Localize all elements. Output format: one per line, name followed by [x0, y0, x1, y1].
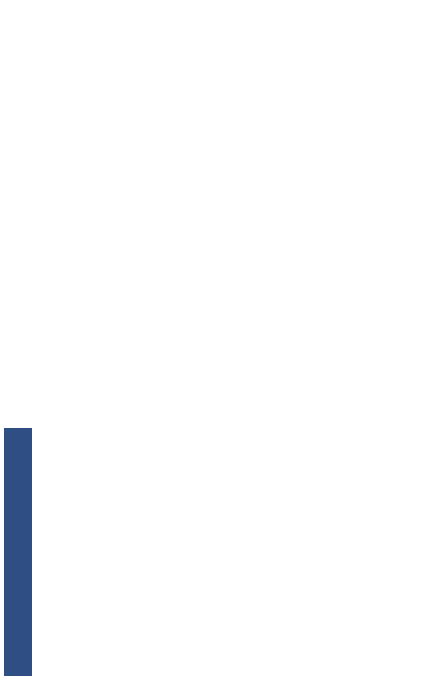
phrasebook-page — [40, 0, 440, 699]
page-number — [4, 677, 32, 699]
section-label — [4, 428, 32, 676]
sidebar — [0, 0, 32, 699]
